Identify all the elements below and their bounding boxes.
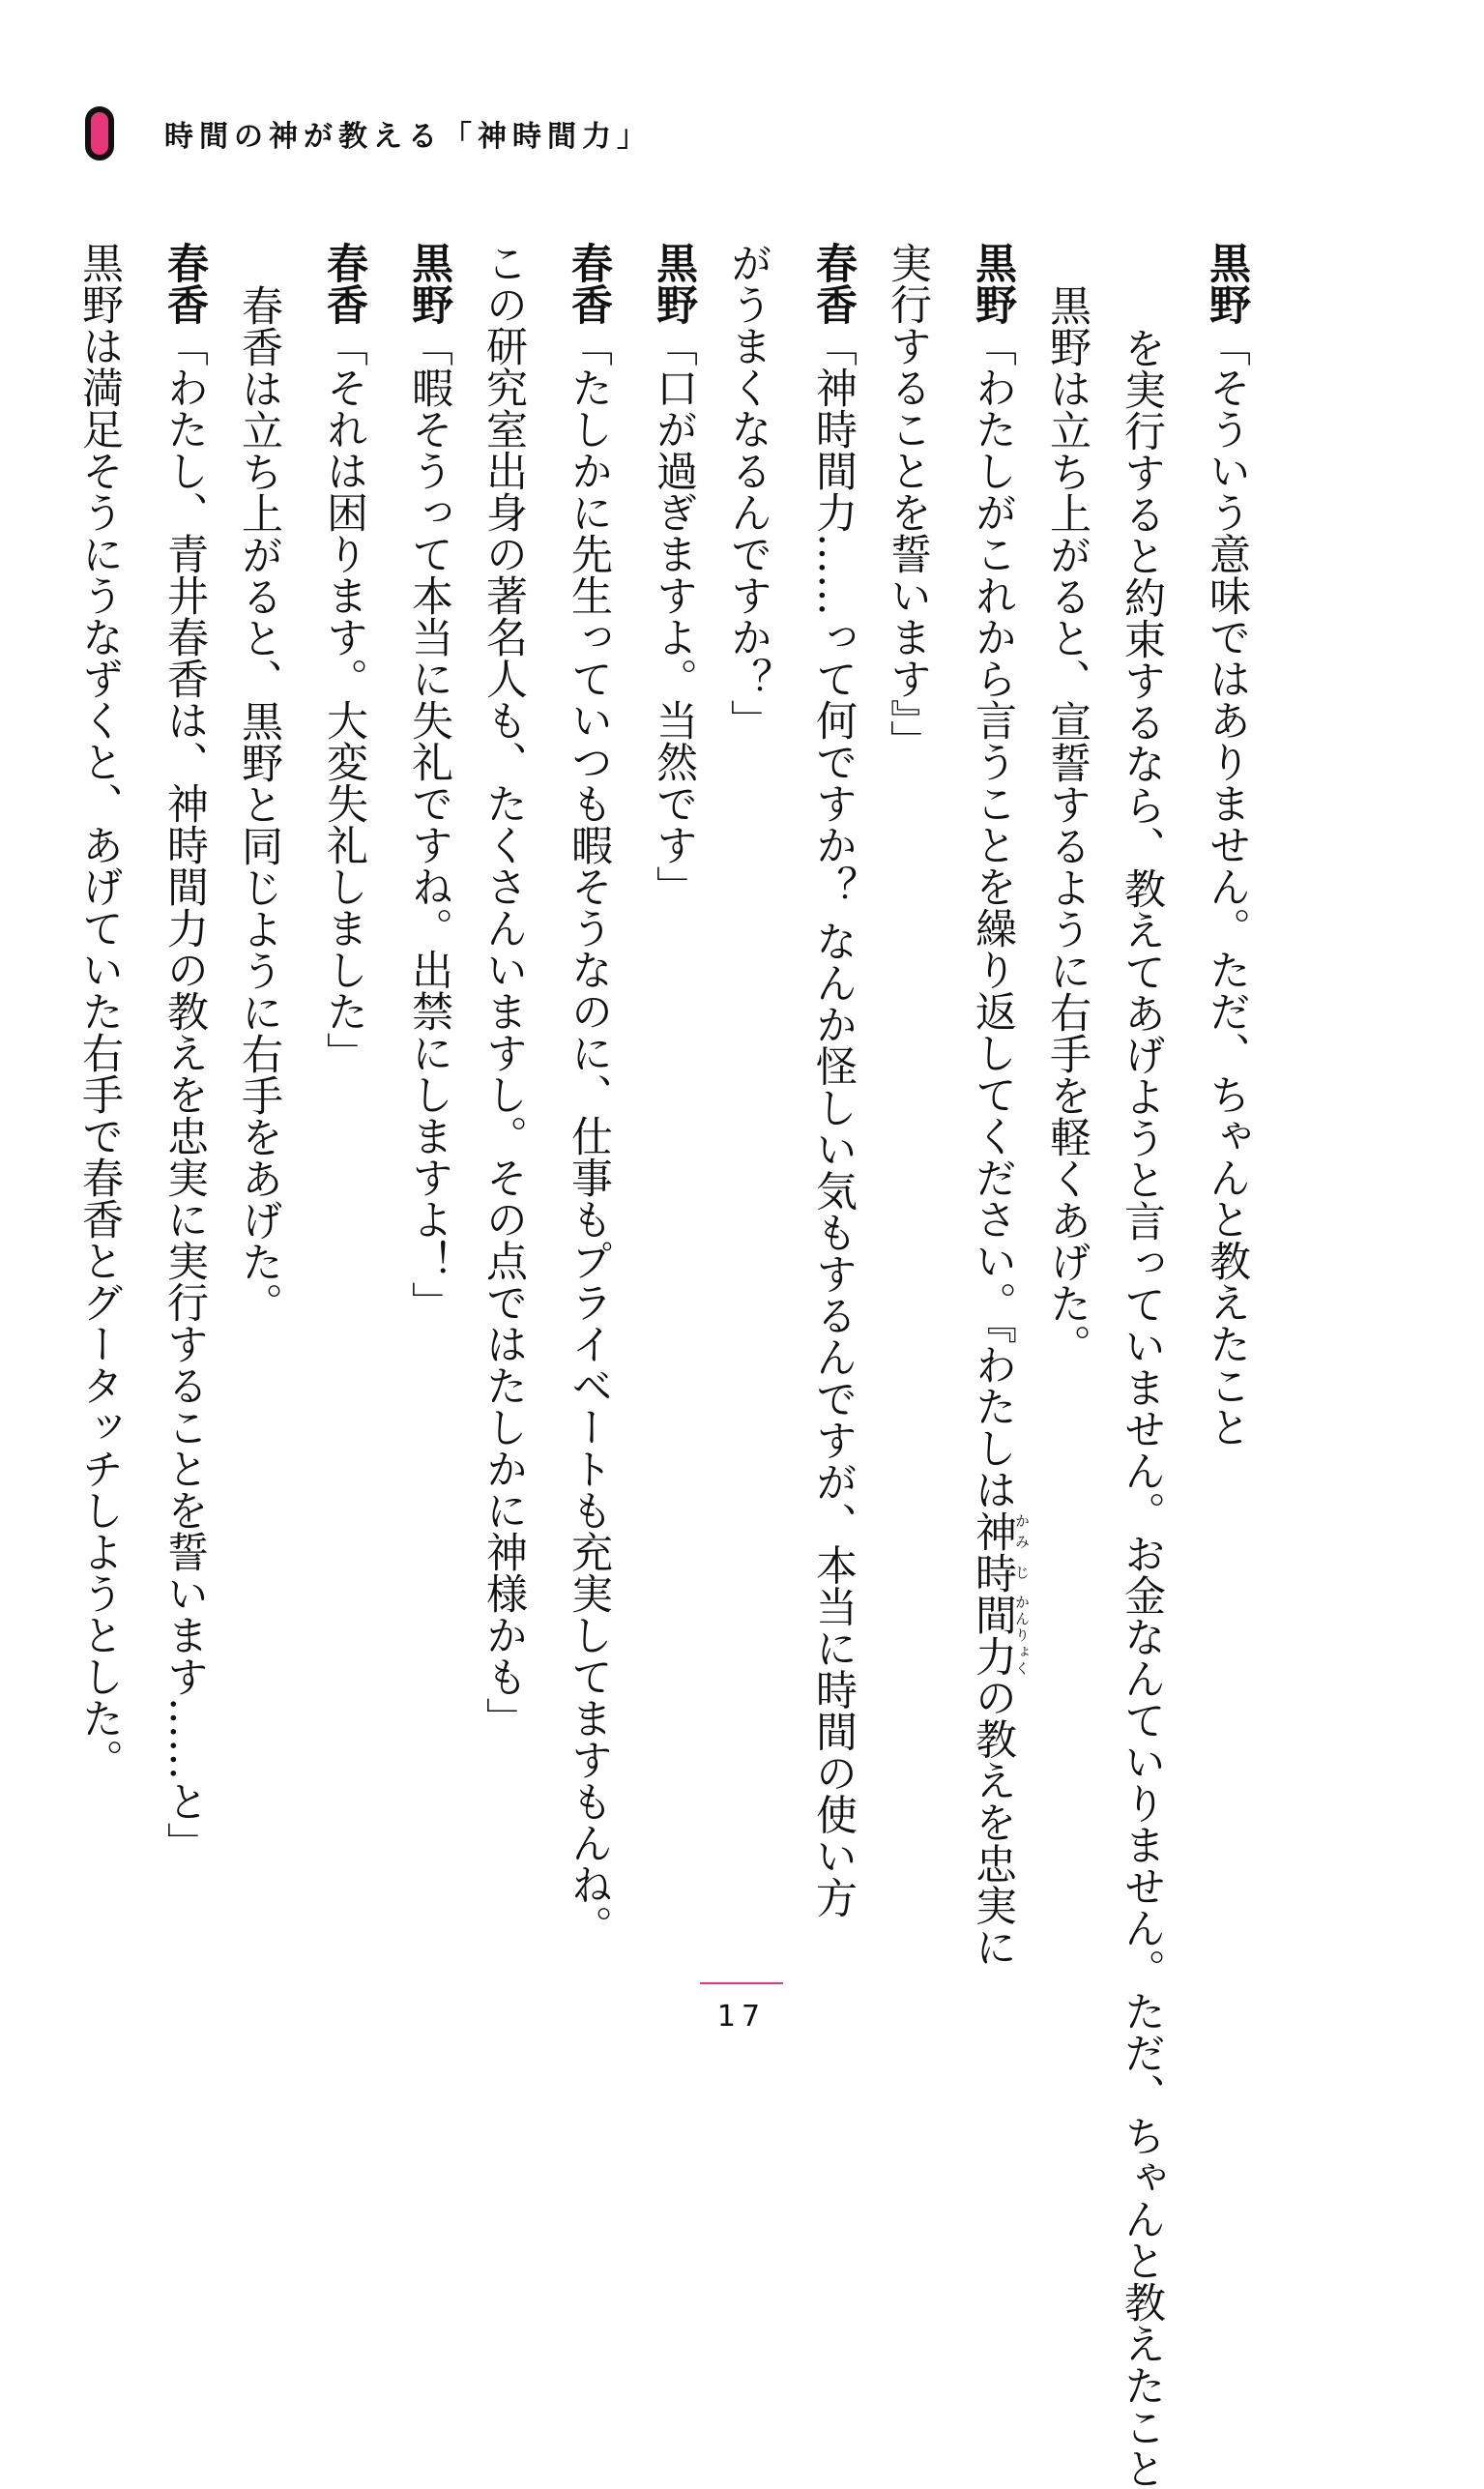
chapter-header xyxy=(85,104,652,162)
dialogue-line xyxy=(381,242,466,1905)
dialogue-text: 「神時間力……って何ですか？ なんか怪しい気もするんですが、本当に時間の使い方 xyxy=(809,325,858,1918)
dialogue-text: 「わたしがこれから言うことを繰り返してください。『わたしは神かみ時じ間力かんりょくの教えを忠実に xyxy=(969,325,1031,1968)
dialogue-text: を実行すると約束するなら、教えてあげようと言っていません。お金なんていりません。ただ、ちゃんと教えたこと xyxy=(1118,327,1166,2489)
dialogue-line xyxy=(945,242,1031,1968)
continuation-line xyxy=(466,242,540,1905)
dialogue-line xyxy=(540,242,626,1947)
dialogue-text: 「そういう意味ではありません。ただ、ちゃんと教えたこと xyxy=(1203,325,1251,1448)
dialogue-text: 「たしかに先生っていつも暇そうなのに、仕事もプライベートも充実してますもんね。 xyxy=(565,325,613,1947)
dialogue-text: 「暇そうって本当に失礼ですね。出禁にしますよ！」 xyxy=(405,325,453,1323)
dialogue-line xyxy=(1178,242,1264,1905)
speaker-name: 黒野 xyxy=(969,242,1017,325)
dialogue-text: この研究室出身の著名人も、たくさんいますし。その点ではたしかに神様かも」 xyxy=(480,242,528,1739)
chapter-title: 時間の神が教える「神時間力」 xyxy=(164,120,652,154)
narration-line xyxy=(221,242,296,1905)
continuation-line xyxy=(711,242,785,1905)
speaker-name: 黒野 xyxy=(650,242,698,325)
speaker-name: 黒野 xyxy=(1203,242,1251,325)
narration-text: 黒野は立ち上がると、宣誓するように右手を軽くあげた。 xyxy=(1043,284,1091,1365)
dialogue-line xyxy=(136,242,221,1905)
narration-line xyxy=(62,242,136,1905)
dialogue-line xyxy=(296,242,381,1905)
dialogue-text: 「口が過ぎますよ。当然です」 xyxy=(650,325,698,907)
page-number: 17 xyxy=(716,2000,767,2034)
speaker-name: 春香 xyxy=(320,242,368,325)
continuation-line xyxy=(870,242,945,1905)
speaker-name: 黒野 xyxy=(405,242,453,325)
narration-line xyxy=(1030,242,1104,1905)
speaker-name: 春香 xyxy=(809,242,858,325)
dialogue-text: 実行することを誓います』」 xyxy=(884,242,932,762)
continuation-line xyxy=(1104,242,1178,2489)
dialogue-line xyxy=(626,242,711,1905)
dialogue-text: がうまくなるんですか？」 xyxy=(724,242,772,741)
dialogue-text: 「わたし、青井春香は、神時間力の教えを忠実に実行することを誓います……と」 xyxy=(160,325,209,1863)
chapter-number-badge xyxy=(85,106,114,161)
speaker-name: 春香 xyxy=(565,242,613,325)
narration-text: 春香は立ち上がると、黒野と同じように右手をあげた。 xyxy=(235,284,283,1324)
footer-divider xyxy=(700,1982,783,1984)
narration-text: 黒野は満足そうにうなずくと、あげていた右手で春香とグータッチしようとした。 xyxy=(75,242,124,1780)
dialogue-line xyxy=(785,242,870,1918)
dialogue-text: 「それは困ります。大変失礼しました」 xyxy=(320,325,368,1073)
speaker-name: 春香 xyxy=(160,242,209,325)
